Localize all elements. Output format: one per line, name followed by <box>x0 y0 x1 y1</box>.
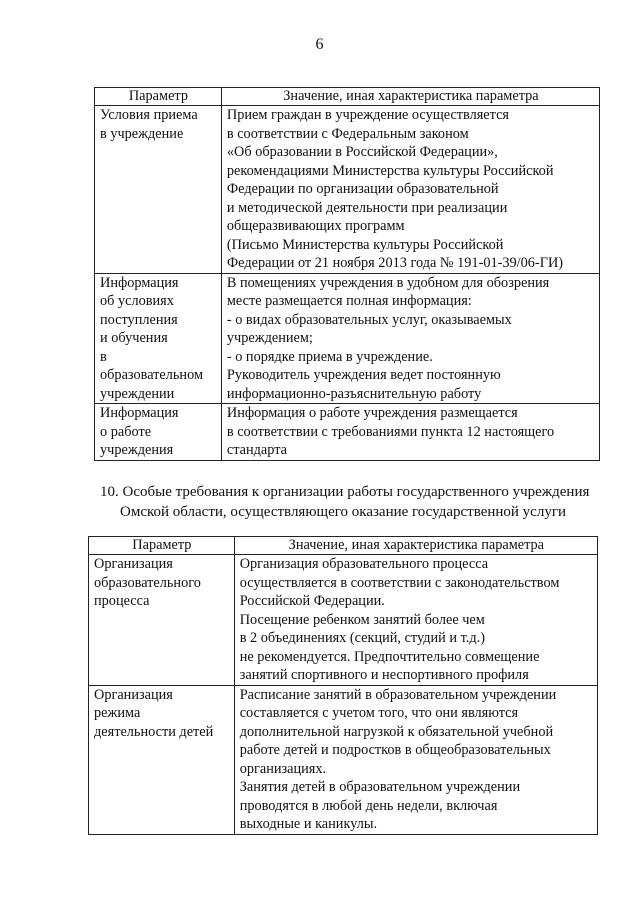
heading-line: 10. Особые требования к организации работы государственного учреждения <box>100 484 590 500</box>
cell-line: о работе <box>100 423 152 440</box>
cell-line: Информация <box>100 274 179 291</box>
cell-line: осуществляется в соответствии с законодательством <box>239 574 560 591</box>
parameter-cell <box>95 106 222 274</box>
table-row <box>95 273 600 404</box>
cell-line: месте размещается полная информация: <box>226 293 472 309</box>
column-header-value: Значение, иная характеристика параметра <box>221 88 599 106</box>
heading-line: Омской области, осуществляющего оказание государственной услуги <box>120 504 567 520</box>
cell-line: учреждением; <box>226 330 313 346</box>
cell-line: не рекомендуется. Предпочтительно совмещение <box>239 648 540 665</box>
table-row <box>95 106 600 274</box>
cell-line: Организация <box>94 556 173 572</box>
requirements-table-1 <box>94 87 600 461</box>
cell-line: режима <box>94 705 141 721</box>
cell-line: деятельности детей <box>94 723 214 740</box>
cell-line: в соответствии с Федеральным законом <box>226 125 469 142</box>
cell-line: в учреждение <box>100 125 184 142</box>
cell-line: информационно-разъяснительную работу <box>226 385 482 402</box>
table-header-row <box>89 537 598 555</box>
requirements-table-2 <box>88 536 598 835</box>
cell-line: рекомендациями Министерства культуры Российской <box>226 162 554 179</box>
cell-line: проводятся в любой день недели, включая <box>239 797 498 814</box>
cell-line: поступления <box>100 311 178 328</box>
cell-line: организациях. <box>239 760 327 777</box>
table-row <box>89 685 598 834</box>
page-number: 6 <box>315 36 324 53</box>
cell-line: об условиях <box>100 293 174 309</box>
value-cell <box>221 404 599 461</box>
cell-line: Организация образовательного процесса <box>239 556 489 572</box>
cell-line: Условия приема <box>100 107 198 123</box>
parameter-cell <box>89 555 235 686</box>
value-cell <box>234 685 597 834</box>
table-header-row <box>95 88 600 106</box>
column-header-parameter: Параметр <box>89 537 235 555</box>
cell-line: и обучения <box>100 330 168 346</box>
cell-line: Организация <box>94 686 173 703</box>
value-cell <box>221 106 599 274</box>
value-cell <box>221 273 599 404</box>
cell-line: (Письмо Министерства культуры Российской <box>226 236 504 253</box>
cell-line: Расписание занятий в образовательном учреждении <box>239 686 557 703</box>
parameter-cell <box>89 685 235 834</box>
cell-line: в <box>100 348 107 365</box>
table-row <box>89 555 598 686</box>
section-heading-10 <box>100 482 600 522</box>
cell-line: Информация о работе учреждения размещается <box>226 405 518 421</box>
cell-line: процесса <box>94 593 150 609</box>
cell-line: учреждения <box>100 442 174 458</box>
cell-line: Российской Федерации. <box>239 593 385 609</box>
cell-line: Федерации от 21 ноября 2013 года № 191-01-39/06-ГИ) <box>226 255 564 271</box>
cell-line: Посещение ребенком занятий более чем <box>239 611 485 628</box>
cell-line: образовательного <box>94 574 201 591</box>
cell-line: В помещениях учреждения в удобном для обозрения <box>226 274 550 291</box>
cell-line: занятий спортивного и неспортивного профиля <box>239 667 529 683</box>
cell-line: в 2 объединениях (секций, студий и т.д.) <box>239 630 485 646</box>
cell-line: Федерации по организации образовательной <box>226 181 499 197</box>
cell-line: образовательном <box>100 367 203 383</box>
table-row <box>95 404 600 461</box>
cell-line: - о видах образовательных услуг, оказываемых <box>226 311 512 328</box>
cell-line: «Об образовании в Российской Федерации», <box>226 144 498 160</box>
cell-line: Прием граждан в учреждение осуществляется <box>226 107 510 123</box>
cell-line: работе детей и подростков в общеобразовательных <box>239 742 551 758</box>
cell-line: в соответствии с требованиями пункта 12 настоящего <box>226 423 555 440</box>
cell-line: выходные и каникулы. <box>239 816 378 832</box>
column-header-parameter: Параметр <box>95 88 222 106</box>
parameter-cell <box>95 273 222 404</box>
cell-line: дополнительной нагрузкой к обязательной учебной <box>239 723 554 740</box>
cell-line: составляется с учетом того, что они являются <box>239 705 519 721</box>
cell-line: учреждении <box>100 385 175 402</box>
cell-line: Руководитель учреждения ведет постоянную <box>226 367 501 383</box>
cell-line: общеразвивающих программ <box>226 218 405 234</box>
column-header-value: Значение, иная характеристика параметра <box>234 537 597 555</box>
cell-line: и методической деятельности при реализации <box>226 199 508 216</box>
cell-line: Занятия детей в образовательном учреждении <box>239 779 521 795</box>
cell-line: стандарта <box>226 442 287 458</box>
cell-line: Информация <box>100 405 179 421</box>
value-cell <box>234 555 597 686</box>
cell-line: - о порядке приема в учреждение. <box>226 348 433 365</box>
parameter-cell <box>95 404 222 461</box>
